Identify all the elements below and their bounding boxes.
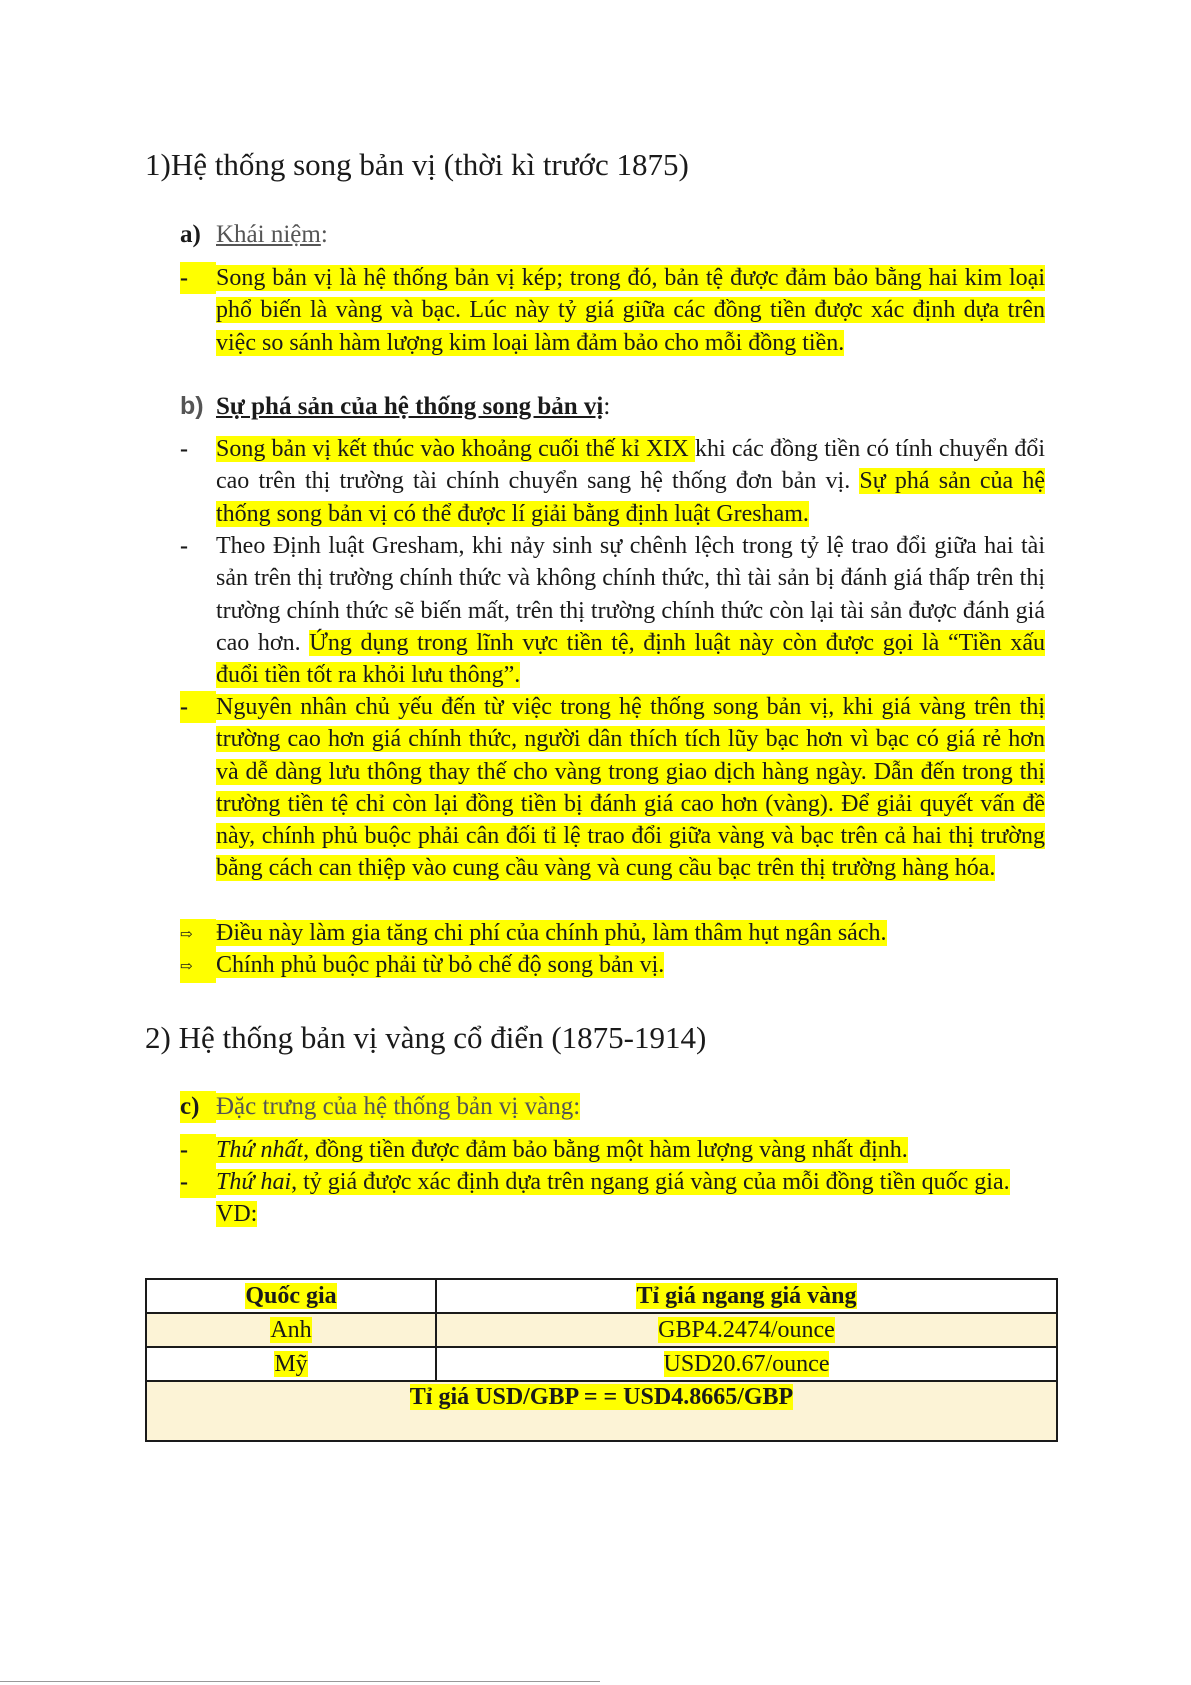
list-item [180,1166,1045,1231]
subsection-c-marker: c) [180,1091,216,1123]
table-total-row [146,1381,1057,1441]
example-label: VD: [216,1201,258,1228]
highlight-text: Song bản vị kết thúc vào khoảng cuối thế kỉ XIX [216,436,695,462]
plain-text: khi các đồng tiền có tính chuyển đổi cao trên thị trường tài chính chuyển sang hệ thống đơn bản vị. [216,436,1046,495]
subsection-c-title: Đặc trưng của hệ thống bản vị vàng: [216,1093,581,1120]
conclusion-item [180,949,1045,981]
subsection-b-marker: b) [180,392,204,420]
list-bullet: - [180,1134,216,1166]
subsection-b-heading [180,390,610,423]
list-bullet: - [180,436,188,462]
table-cell: Mỹ [146,1347,436,1381]
list-bullet: - [180,262,216,294]
exchange-rate-table [145,1278,1058,1442]
table-header-row [146,1279,1057,1313]
subsection-b-colon: : [603,393,611,420]
highlight-text: Ứng dụng trong lĩnh vực tiền tệ, định luật này còn được gọi là “Tiền xấu đuổi tiền tốt ra khỏi lưu thông”. [216,629,1046,689]
list-item [180,262,1045,359]
list-bullet: - [180,1166,216,1198]
conclusion-text: Chính phủ buộc phải từ bỏ chế độ song bản vị. [216,952,665,978]
definition-text: Song bản vị là hệ thống bản vị kép; trong đó, bản tệ được đảm bảo bằng hai kim loại phổ biến là vàng và bạc. Lúc này tỷ giá giữa các đồng tiền được xác định dựa trên việc so sánh hàm lượng kim loại làm đảm bảo cho mỗi đồng tiền. [216,265,1045,356]
highlight-text: , đồng tiền được đảm bảo bằng một hàm lượng vàng nhất định. [303,1137,908,1163]
arrow-right-icon: ⇨ [180,919,216,951]
subsection-c-heading [180,1091,580,1123]
highlight-text: , tỷ giá được xác định dựa trên ngang giá vàng của mỗi đồng tiền quốc gia. [291,1169,1010,1195]
table-cell: Anh [146,1313,436,1347]
table-cell: GBP4.2474/ounce [436,1313,1057,1347]
table-header-cell: Tỉ giá ngang giá vàng [436,1279,1057,1313]
table-row [146,1313,1057,1347]
subsection-a-heading [180,219,328,251]
list-bullet: - [180,533,188,559]
list-item [180,691,1045,885]
conclusion-text: Điều này làm gia tăng chi phí của chính phủ, làm thâm hụt ngân sách. [216,920,887,946]
footer-divider [0,1681,600,1682]
subsection-b-title: Sự phá sản của hệ thống song bản vị [216,393,604,420]
highlight-text: Sự phá sản của hệ thống song bản vị có thể được lí giải bằng định luật Gresham. [216,468,1046,527]
subsection-a-marker: a) [180,221,201,248]
section-2-heading: 2) Hệ thống bản vị vàng cổ điển (1875-1914) [145,1020,707,1055]
highlight-text: Nguyên nhân chủ yếu đến từ việc trong hệ thống song bản vị, khi giá vàng trên thị trường cao hơn giá chính thức, người dân thích tích lũy bạc hơn vì bạc có giá rẻ hơn và dễ dàng lưu thông thay thế cho vàng trong giao dịch hàng ngày. Dẫn đến trong thị trường tiền tệ chỉ còn lại đồng tiền bị đánh giá cao hơn (vàng). Để giải quyết vấn đề này, chính phủ buộc phải cân đối tỉ lệ trao đổi giữa vàng và bạc trên cả hai thị trường bằng cách can thiệp vào cung cầu vàng và cung cầu bạc trên thị trường hàng hóa. [216,694,1045,882]
table-cell: USD20.67/ounce [436,1347,1057,1381]
plain-text: Theo Định luật Gresham, khi nảy sinh sự chênh lệch trong tỷ lệ trao đổi giữa hai tài sản trên thị trường chính thức và không chính thức, thì tài sản bị đánh giá thấp trên thị trường chính thức sẽ biến mất, trên thị trường chính thức còn lại tài sản được đánh giá cao hơn. [216,533,1045,656]
table-total-cell: Tỉ giá USD/GBP = = USD4.8665/GBP [146,1381,1057,1441]
table-header-cell: Quốc gia [146,1279,436,1313]
arrow-right-icon: ⇨ [180,951,216,983]
lead-word: Thứ hai [216,1169,292,1195]
list-bullet: - [180,691,216,723]
list-item [180,530,1045,691]
section-1-heading: 1)Hệ thống song bản vị (thời kì trước 1875) [145,147,689,182]
list-item [180,433,1045,530]
lead-word: Thứ nhất [216,1137,304,1163]
subsection-a-colon: : [320,221,328,248]
subsection-a-title: Khái niệm [216,221,321,248]
conclusion-item [180,917,1045,949]
table-row [146,1347,1057,1381]
list-item [180,1134,1045,1166]
